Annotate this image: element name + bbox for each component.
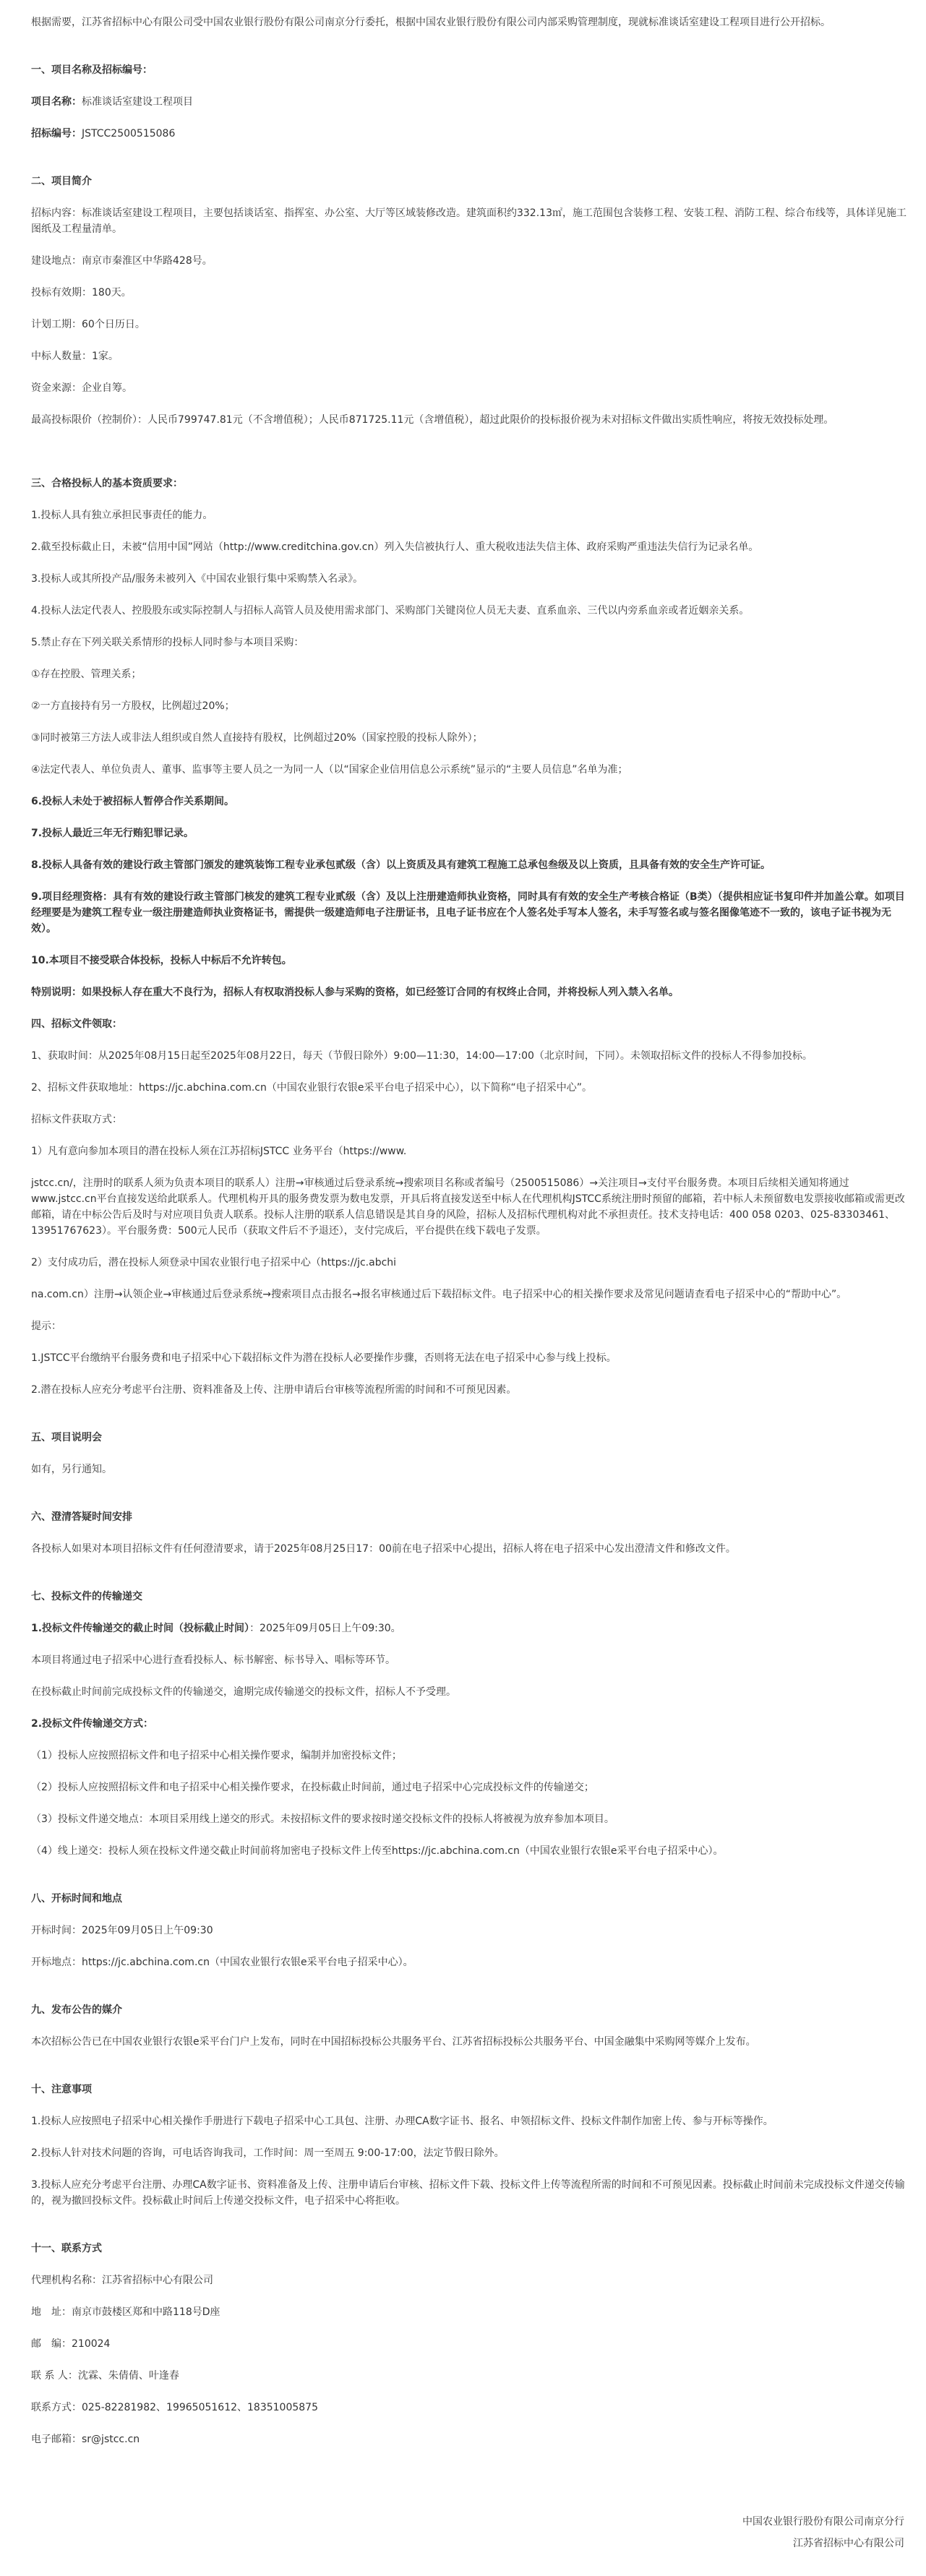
qualification-subitem: ③同时被第三方法人或非法人组织或自然人直接持有股权，比例超过20%（国家控股的投标人除外）；	[31, 732, 483, 744]
qualification-item: 6.投标人未处于被招标人暂停合作关系期间。	[31, 796, 235, 807]
note-item: 1.投标人应按照电子招采中心相关操作手册进行下载电子招采中心工具包、注册、办理CA数字证书、报名、申领招标文件、投标文件制作加密上传、参与开标等操作。	[31, 2116, 773, 2127]
submission-step: （4）线上递交：投标人须在投标文件递交截止时间前将加密电子投标文件上传至https://jc.abchina.com.cn（中国农业银行农银e采平台电子招采中心）。	[31, 1845, 724, 1857]
agency-postcode: 邮 编：210024	[31, 2338, 111, 2350]
section-notes	[31, 2082, 907, 2209]
agency-name: 代理机构名称：江苏省招标中心有限公司	[31, 2275, 213, 2286]
section-project-intro	[31, 173, 907, 428]
acquisition-step-1: 1）凡有意向参加本项目的潜在投标人须在江苏招标JSTCC 业务平台（https://www.	[31, 1146, 407, 1157]
opening-location: 开标地点：https://jc.abchina.com.cn（中国农业银行农银e采平台电子招采中心）。	[31, 1957, 413, 1968]
section-title-8: 八、开标时间和地点	[31, 1893, 122, 1905]
project-name-value: 标准谈话室建设工程项目	[82, 96, 193, 108]
section-title-10: 十、注意事项	[31, 2084, 92, 2095]
bid-validity: 投标有效期：180天。	[31, 287, 132, 299]
bid-deadline-row	[31, 1620, 907, 1636]
media-text: 本次招标公告已在中国农业银行农银e采平台门户上发布，同时在中国招标投标公共服务平台、江苏省招标投标公共服务平台、中国金融集中采购网等媒介上发布。	[31, 2036, 756, 2048]
qualification-item: 4.投标人法定代表人、控股股东或实际控制人与招标人高管人员及使用需求部门、采购部门关键岗位人员无夫妻、直系血亲、三代以内旁系血亲或者近姻亲关系。	[31, 605, 750, 617]
signature-line-bank: 中国农业银行股份有限公司南京分行	[742, 2516, 904, 2528]
note-item: 2.投标人针对技术问题的咨询，可电话咨询我司，工作时间：周一至周五 9:00-17:00，法定节假日除外。	[31, 2147, 505, 2159]
section-contact	[31, 2241, 907, 2447]
qualification-subitem: ④法定代表人、单位负责人、董事、监事等主要人员之一为同一人（以“国家企业信用信息公示系统”显示的“主要人员信息”名单为准；	[31, 764, 628, 776]
bid-deadline-value: ：2025年09月05日上午09:30。	[249, 1623, 401, 1634]
planned-duration: 计划工期：60个日历日。	[31, 319, 145, 330]
qualification-item: 5.禁止存在下列关联关系情形的投标人同时参与本项目采购：	[31, 637, 304, 648]
section-document-acquisition	[31, 1016, 907, 1398]
section-qualifications	[31, 476, 907, 1000]
project-name-row	[31, 94, 907, 110]
section-title-11: 十一、联系方式	[31, 2243, 102, 2254]
signature-block	[31, 2511, 907, 2554]
acquisition-time: 1、获取时间：从2025年08月15日起至2025年08月22日，每天（节假日除外）9:00—11:30，14:00—17:00（北京时间，下同）。未领取招标文件的投标人不得参加投标。	[31, 1050, 813, 1062]
section-title-1: 一、项目名称及招标编号：	[31, 64, 153, 76]
section-bid-submission	[31, 1589, 907, 1859]
section-clarification	[31, 1509, 907, 1557]
submission-text: 在投标截止时间前完成投标文件的传输递交，逾期完成传输递交的投标文件，招标人不予受理。	[31, 1686, 456, 1698]
max-bid-price: 最高投标限价（控制价）：人民币799747.81元（不含增值税）；人民币871725.11元（含增值税），超过此限价的投标报价视为未对招标文件做出实质性响应，将按无效投标处理。	[31, 414, 834, 426]
special-note: 特别说明：如果投标人存在重大不良行为，招标人有权取消投标人参与采购的资格，如已经签订合同的有权终止合同，并将投标人列入禁入名单。	[31, 987, 679, 998]
briefing-text: 如有，另行通知。	[31, 1464, 112, 1475]
winner-count: 中标人数量：1家。	[31, 351, 119, 362]
opening-time: 开标时间：2025年09月05日上午09:30	[31, 1925, 213, 1936]
section-title-9: 九、发布公告的媒介	[31, 2004, 122, 2016]
tips-label: 提示：	[31, 1321, 61, 1332]
section-title-5: 五、项目说明会	[31, 1432, 102, 1443]
tender-code-value: JSTCC2500515086	[82, 128, 176, 139]
tip-item: 2.潜在投标人应充分考虑平台注册、资料准备及上传、注册申请后台审核等流程所需的时间和不可预见因素。	[31, 1384, 517, 1396]
submission-step: （2）投标人应按照招标文件和电子招采中心相关操作要求，在投标截止时间前，通过电子招采中心完成投标文件的传输递交；	[31, 1782, 594, 1793]
bid-deadline-label: 1.投标文件传输递交的截止时间（投标截止时间）	[31, 1623, 250, 1634]
fund-source: 资金来源：企业自筹。	[31, 382, 132, 394]
section-title-3: 三、合格投标人的基本资质要求：	[31, 478, 183, 489]
tender-code-row	[31, 126, 907, 142]
qualification-subitem: ①存在控股、管理关系；	[31, 669, 142, 680]
acquisition-method-label: 招标文件获取方式：	[31, 1114, 122, 1125]
acquisition-address: 2、招标文件获取地址：https://jc.abchina.com.cn（中国农业银行农银e采平台电子招采中心），以下简称“电子招采中心”。	[31, 1082, 592, 1094]
qualification-item: 3.投标人或其所投产品/服务未被列入《中国农业银行集中采购禁入名录》。	[31, 573, 364, 585]
section-briefing	[31, 1430, 907, 1477]
section-title-6: 六、澄清答疑时间安排	[31, 1511, 132, 1523]
intro-paragraph: 根据需要，江苏省招标中心有限公司受中国农业银行股份有限公司南京分行委托，根据中国农业银行股份有限公司内部采购管理制度，现就标准谈话室建设工程项目进行公开招标。	[31, 17, 831, 28]
qualification-item: 8.投标人具备有效的建设行政主管部门颁发的建筑装饰工程专业承包贰级（含）以上资质及具有建筑工程施工总承包叁级及以上资质，且具备有效的安全生产许可证。	[31, 859, 771, 871]
agency-address: 地 址：南京市鼓楼区郑和中路118号D座	[31, 2306, 220, 2318]
section-title-4: 四、招标文件领取：	[31, 1018, 122, 1030]
section-title-7: 七、投标文件的传输递交	[31, 1591, 142, 1602]
acquisition-step-2-detail: na.com.cn）注册→认领企业→审核通过后登录系统→搜索项目点击报名→报名审核通过后下载招标文件。电子招采中心的相关操作要求及常见问题请查看电子招采中心的“帮助中心”。	[31, 1289, 847, 1300]
signature-line-agency: 江苏省招标中心有限公司	[793, 2538, 904, 2549]
section-media	[31, 2002, 907, 2050]
tip-item: 1.JSTCC平台缴纳平台服务费和电子招采中心下载招标文件为潜在投标人必要操作步骤，否则将无法在电子招采中心参与线上投标。	[31, 1352, 617, 1364]
tender-content: 招标内容：标准谈话室建设工程项目，主要包括谈话室、指挥室、办公室、大厅等区域装修改造。建筑面积约332.13㎡，施工范围包含装修工程、安装工程、消防工程、综合布线等，具体详见施工图纸及工程量清单。	[31, 207, 906, 235]
qualification-item: 9.项目经理资格：具有有效的建设行政主管部门核发的建筑工程专业贰级（含）及以上注册建造师执业资格，同时具有有效的安全生产考核合格证（B类）（提供相应证书复印件并加盖公章。如项目经理要是为建筑工程专业一级注册建造师执业资格证书，需提供一级建造师电子注册证书，且电子证书应在个人签名处手写本人签名，未手写签名或与签名图像笔迹不一致的，该电子证书视为无效）。	[31, 891, 905, 935]
tender-code-label: 招标编号：	[31, 128, 82, 139]
clarification-text: 各投标人如果对本项目招标文件有任何澄清要求，请于2025年08月25日17：00前在电子招采中心提出，招标人将在电子招采中心发出澄清文件和修改文件。	[31, 1543, 736, 1555]
submission-step: （1）投标人应按照招标文件和电子招采中心相关操作要求，编制并加密投标文件；	[31, 1750, 402, 1761]
section-title-2: 二、项目简介	[31, 176, 92, 187]
qualification-item: 2.截至投标截止日，未被“信用中国”网站（http://www.creditchina.gov.cn）列入失信被执行人、重大税收违法失信主体、政府采购严重违法失信行为记录名单。	[31, 541, 759, 553]
acquisition-step-2: 2）支付成功后，潜在投标人须登录中国农业银行电子招采中心（https://jc.abchi	[31, 1257, 397, 1268]
qualification-subitem: ②一方直接持有另一方股权，比例超过20%；	[31, 700, 235, 712]
contact-persons: 联 系 人：沈霖、朱倩倩、叶逢春	[31, 2370, 179, 2382]
note-item: 3.投标人应充分考虑平台注册、办理CA数字证书、资料准备及上传、注册申请后台审核、招标文件下载、投标文件上传等流程所需的时间和不可预见因素。投标截止时间前未完成投标文件递交传输的，视为撤回投标文件。投标截止时间后上传递交投标文件，电子招采中心将拒收。	[31, 2179, 905, 2207]
section-bid-opening	[31, 1891, 907, 1970]
qualification-item: 10.本项目不接受联合体投标，投标人中标后不允许转包。	[31, 955, 292, 966]
submission-method-label: 2.投标文件传输递交方式：	[31, 1718, 154, 1730]
submission-text: 本项目将通过电子招采中心进行查看投标人、标书解密、标书导入、唱标等环节。	[31, 1654, 395, 1666]
submission-step: （3）投标文件递交地点：本项目采用线上递交的形式。未按招标文件的要求按时递交投标文件的投标人将被视为放弃参加本项目。	[31, 1813, 614, 1825]
project-name-label: 项目名称：	[31, 96, 82, 108]
section-project-name	[31, 62, 907, 142]
contact-email: 电子邮箱：sr@jstcc.cn	[31, 2434, 140, 2445]
contact-phones: 联系方式：025-82281982、19965051612、18351005875	[31, 2402, 318, 2413]
qualification-item: 7.投标人最近三年无行贿犯罪记录。	[31, 828, 194, 839]
qualification-item: 1.投标人具有独立承担民事责任的能力。	[31, 510, 213, 521]
construction-site: 建设地点：南京市秦淮区中华路428号。	[31, 255, 213, 267]
acquisition-step-1-detail: jstcc.cn/，注册时的联系人须为负责本项目的联系人）注册→审核通过后登录系统→搜索项目名称或者编号（2500515086）→关注项目→支付平台服务费。本项目后续相关通知将通过www.jstcc.cn平台直接发送给此联系人。代理机构开具的服务费发票为数电发票，开具后将直接发送至中标人在代理机构JSTCC系统注册时预留的邮箱，若中标人未预留数电发票接收邮箱或需更改邮箱，请在中标公告后及时与对应项目负责人联系。投标人注册的联系人信息错误是其自身的风险，招标人及招标代理机构对此不承担责任。技术支持电话：400 058 0203、025-83303461、13951767623）。平台服务费：500元人民币（获取文件后不予退还），支付完成后，平台提供在线下载电子发票。	[31, 1177, 905, 1237]
